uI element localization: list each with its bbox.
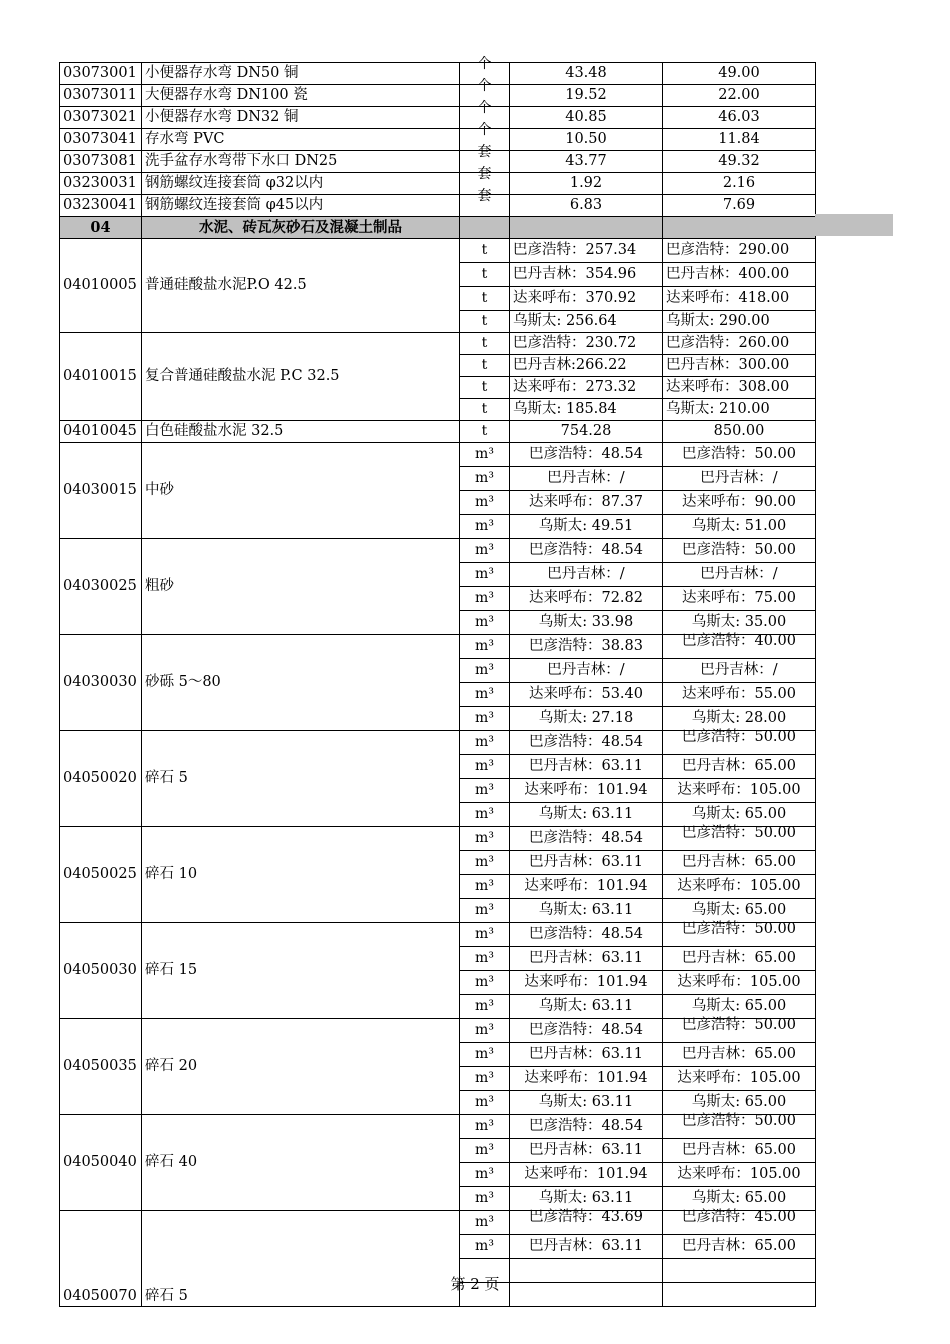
item-base-price: 6.83 xyxy=(510,195,663,217)
item-tax-price: 巴彦浩特：50.00 xyxy=(663,731,816,755)
item-tax-price: 46.03 xyxy=(663,107,816,129)
section-header-row xyxy=(60,217,816,239)
item-base-price: 巴丹吉林：63.11 xyxy=(510,1139,663,1163)
item-code: 04030030 xyxy=(60,635,142,731)
item-code: 04010005 xyxy=(60,239,142,333)
item-unit: m³ xyxy=(460,683,510,707)
item-base-price: 达来呼布：72.82 xyxy=(510,587,663,611)
table-row xyxy=(60,173,816,195)
item-base-price: 巴彦浩特：48.54 xyxy=(510,443,663,467)
item-base-price: 达来呼布：101.94 xyxy=(510,779,663,803)
item-unit: 套 xyxy=(460,173,510,195)
table-row xyxy=(60,195,816,217)
item-unit: m³ xyxy=(460,1211,510,1235)
item-unit: m³ xyxy=(460,875,510,899)
item-tax-price: 7.69 xyxy=(663,195,816,217)
item-tax-price: 49.32 xyxy=(663,151,816,173)
item-name: 碎石 10 xyxy=(142,827,460,923)
item-unit: m³ xyxy=(460,539,510,563)
item-base-price: 乌斯太: 33.98 xyxy=(510,611,663,635)
item-unit: t xyxy=(460,377,510,399)
item-tax-price: 巴丹吉林：65.00 xyxy=(663,1139,816,1163)
section-unit-cell xyxy=(460,217,510,239)
item-base-price: 乌斯太: 185.84 xyxy=(510,399,663,421)
item-tax-price: 达来呼布：105.00 xyxy=(663,971,816,995)
item-name: 碎石 5 xyxy=(142,1211,460,1307)
item-unit: m³ xyxy=(460,971,510,995)
item-base-price: 40.85 xyxy=(510,107,663,129)
item-unit: t xyxy=(460,399,510,421)
item-tax-price: 巴丹吉林：/ xyxy=(663,563,816,587)
item-base-price: 754.28 xyxy=(510,421,663,443)
item-name: 中砂 xyxy=(142,443,460,539)
item-code: 03073021 xyxy=(60,107,142,129)
item-name: 小便器存水弯 DN32 铜 xyxy=(142,107,460,129)
item-unit: 个 xyxy=(460,107,510,129)
page-number: 第 2 页 xyxy=(450,1275,500,1293)
item-tax-price: 22.00 xyxy=(663,85,816,107)
item-tax-price: 达来呼布：105.00 xyxy=(663,875,816,899)
item-tax-price: 巴彦浩特：40.00 xyxy=(663,635,816,659)
item-unit: m³ xyxy=(460,611,510,635)
item-base-price: 乌斯太: 63.11 xyxy=(510,803,663,827)
item-tax-price: 达来呼布：55.00 xyxy=(663,683,816,707)
item-base-price: 19.52 xyxy=(510,85,663,107)
item-tax-price: 巴彦浩特：50.00 xyxy=(663,443,816,467)
item-unit: m³ xyxy=(460,467,510,491)
item-base-price: 乌斯太: 63.11 xyxy=(510,1091,663,1115)
item-unit: t xyxy=(460,287,510,311)
item-unit: m³ xyxy=(460,923,510,947)
item-base-price: 巴丹吉林：/ xyxy=(510,467,663,491)
item-code: 04010045 xyxy=(60,421,142,443)
item-base-price: 43.48 xyxy=(510,63,663,85)
item-base-price: 巴彦浩特：38.83 xyxy=(510,635,663,659)
item-code: 04050020 xyxy=(60,731,142,827)
item-name: 钢筋螺纹连接套筒 φ45以内 xyxy=(142,195,460,217)
table-row xyxy=(60,85,816,107)
item-tax-price: 乌斯太: 65.00 xyxy=(663,1187,816,1211)
item-base-price: 巴彦浩特：48.54 xyxy=(510,923,663,947)
item-base-price: 乌斯太: 63.11 xyxy=(510,899,663,923)
item-tax-price: 达来呼布：105.00 xyxy=(663,779,816,803)
item-base-price: 巴丹吉林：63.11 xyxy=(510,851,663,875)
item-name: 小便器存水弯 DN50 铜 xyxy=(142,63,460,85)
item-unit: m³ xyxy=(460,635,510,659)
item-unit: m³ xyxy=(460,1043,510,1067)
item-base-price: 43.77 xyxy=(510,151,663,173)
item-unit: m³ xyxy=(460,947,510,971)
item-tax-price: 乌斯太: 65.00 xyxy=(663,995,816,1019)
item-base-price: 巴丹吉林：/ xyxy=(510,563,663,587)
table-row xyxy=(60,731,816,755)
item-base-price: 巴彦浩特：43.69 xyxy=(510,1211,663,1235)
item-code: 03230041 xyxy=(60,195,142,217)
item-code: 04030025 xyxy=(60,539,142,635)
item-base-price: 巴丹吉林：63.11 xyxy=(510,755,663,779)
item-tax-price: 巴丹吉林：/ xyxy=(663,467,816,491)
item-code: 03073011 xyxy=(60,85,142,107)
table-row xyxy=(60,443,816,467)
item-code: 04050030 xyxy=(60,923,142,1019)
item-code: 03073081 xyxy=(60,151,142,173)
item-code: 03230031 xyxy=(60,173,142,195)
item-unit: m³ xyxy=(460,1163,510,1187)
item-name: 碎石 5 xyxy=(142,731,460,827)
item-code: 03073041 xyxy=(60,129,142,151)
item-name: 碎石 20 xyxy=(142,1019,460,1115)
item-tax-price: 达来呼布：308.00 xyxy=(663,377,816,399)
item-base-price: 乌斯太: 63.11 xyxy=(510,1187,663,1211)
table-row xyxy=(60,923,816,947)
item-base-price: 达来呼布：101.94 xyxy=(510,971,663,995)
item-base-price: 10.50 xyxy=(510,129,663,151)
item-unit: m³ xyxy=(460,515,510,539)
item-tax-price: 乌斯太: 35.00 xyxy=(663,611,816,635)
item-unit: t xyxy=(460,311,510,333)
item-tax-price: 乌斯太: 290.00 xyxy=(663,311,816,333)
item-tax-price: 乌斯太: 65.00 xyxy=(663,899,816,923)
item-unit: 套 xyxy=(460,151,510,173)
item-unit: t xyxy=(460,263,510,287)
table-row xyxy=(60,151,816,173)
item-tax-price: 巴丹吉林：65.00 xyxy=(663,1043,816,1067)
item-base-price: 巴丹吉林：/ xyxy=(510,659,663,683)
item-unit: m³ xyxy=(460,587,510,611)
item-tax-price: 乌斯太: 210.00 xyxy=(663,399,816,421)
item-unit: m³ xyxy=(460,803,510,827)
table-row xyxy=(60,539,816,563)
item-unit: m³ xyxy=(460,995,510,1019)
item-unit: m³ xyxy=(460,563,510,587)
item-tax-price: 巴丹吉林：65.00 xyxy=(663,851,816,875)
item-unit: m³ xyxy=(460,779,510,803)
section-base-cell xyxy=(510,217,663,239)
item-base-price: 乌斯太: 27.18 xyxy=(510,707,663,731)
item-tax-price: 2.16 xyxy=(663,173,816,195)
item-unit: m³ xyxy=(460,1019,510,1043)
item-name: 普通硅酸盐水泥P.O 42.5 xyxy=(142,239,460,333)
item-tax-price: 达来呼布：90.00 xyxy=(663,491,816,515)
item-name: 钢筋螺纹连接套筒 φ32以内 xyxy=(142,173,460,195)
item-unit: m³ xyxy=(460,755,510,779)
item-unit: m³ xyxy=(460,443,510,467)
item-unit: m³ xyxy=(460,827,510,851)
section-code: 04 xyxy=(60,217,142,239)
item-unit: m³ xyxy=(460,659,510,683)
item-tax-price: 乌斯太: 51.00 xyxy=(663,515,816,539)
item-base-price: 巴丹吉林：354.96 xyxy=(510,263,663,287)
item-tax-price: 巴彦浩特：50.00 xyxy=(663,1115,816,1139)
item-unit: 个 xyxy=(460,85,510,107)
item-code: 04050040 xyxy=(60,1115,142,1211)
item-tax-price: 乌斯太: 65.00 xyxy=(663,803,816,827)
table-row xyxy=(60,635,816,659)
price-table xyxy=(59,56,816,1307)
item-unit: t xyxy=(460,333,510,355)
table-row xyxy=(60,107,816,129)
table-row xyxy=(60,63,816,85)
item-tax-price: 巴丹吉林：65.00 xyxy=(663,755,816,779)
item-name: 大便器存水弯 DN100 瓷 xyxy=(142,85,460,107)
item-unit: m³ xyxy=(460,1139,510,1163)
item-code: 04050025 xyxy=(60,827,142,923)
item-name: 洗手盆存水弯带下水口 DN25 xyxy=(142,151,460,173)
item-tax-price: 巴彦浩特：50.00 xyxy=(663,827,816,851)
item-unit: t xyxy=(460,355,510,377)
item-tax-price: 850.00 xyxy=(663,421,816,443)
item-code: 04050070 xyxy=(60,1211,142,1307)
item-base-price: 巴丹吉林：63.11 xyxy=(510,1043,663,1067)
item-unit: m³ xyxy=(460,731,510,755)
table-row xyxy=(60,827,816,851)
table-row xyxy=(60,239,816,263)
item-unit: m³ xyxy=(460,707,510,731)
item-tax-price: 巴彦浩特：290.00 xyxy=(663,239,816,263)
item-base-price: 巴彦浩特：48.54 xyxy=(510,827,663,851)
item-base-price: 巴丹吉林：63.11 xyxy=(510,1235,663,1259)
item-base-price: 巴彦浩特：48.54 xyxy=(510,1019,663,1043)
item-unit: m³ xyxy=(460,1187,510,1211)
item-base-price: 巴彦浩特：48.54 xyxy=(510,539,663,563)
item-tax-price: 达来呼布：418.00 xyxy=(663,287,816,311)
item-unit: m³ xyxy=(460,1091,510,1115)
item-name: 碎石 15 xyxy=(142,923,460,1019)
item-base-price: 巴彦浩特：230.72 xyxy=(510,333,663,355)
table-row xyxy=(60,129,816,151)
item-tax-price: 巴丹吉林：/ xyxy=(663,659,816,683)
table-row xyxy=(60,1211,816,1235)
item-tax-price: 巴丹吉林：65.00 xyxy=(663,1235,816,1259)
item-tax-price: 乌斯太: 65.00 xyxy=(663,1091,816,1115)
item-name: 粗砂 xyxy=(142,539,460,635)
item-base-price: 达来呼布：101.94 xyxy=(510,1163,663,1187)
item-tax-price: 达来呼布：105.00 xyxy=(663,1067,816,1091)
item-tax-price: 巴丹吉林：400.00 xyxy=(663,263,816,287)
table-row xyxy=(60,421,816,443)
item-tax-price: 49.00 xyxy=(663,63,816,85)
item-tax-price: 乌斯太: 28.00 xyxy=(663,707,816,731)
table-row xyxy=(60,1019,816,1043)
section-tax-cell xyxy=(663,217,816,239)
item-unit: m³ xyxy=(460,1067,510,1091)
item-base-price: 巴彦浩特：48.54 xyxy=(510,731,663,755)
item-base-price: 乌斯太: 256.64 xyxy=(510,311,663,333)
item-base-price: 乌斯太: 63.11 xyxy=(510,995,663,1019)
item-tax-price: 11.84 xyxy=(663,129,816,151)
item-base-price: 乌斯太: 49.51 xyxy=(510,515,663,539)
item-base-price: 达来呼布：101.94 xyxy=(510,875,663,899)
item-tax-price: 巴彦浩特：260.00 xyxy=(663,333,816,355)
item-name: 复合普通硅酸盐水泥 P.C 32.5 xyxy=(142,333,460,421)
item-code: 03073001 xyxy=(60,63,142,85)
item-base-price: 达来呼布：370.92 xyxy=(510,287,663,311)
item-unit: 个 xyxy=(460,129,510,151)
item-tax-price: 巴彦浩特：50.00 xyxy=(663,1019,816,1043)
item-name: 碎石 40 xyxy=(142,1115,460,1211)
item-code: 04050035 xyxy=(60,1019,142,1115)
item-unit: t xyxy=(460,239,510,263)
item-tax-price: 巴丹吉林：300.00 xyxy=(663,355,816,377)
item-tax-price: 巴丹吉林：65.00 xyxy=(663,947,816,971)
item-unit: 个 xyxy=(460,63,510,85)
item-unit: m³ xyxy=(460,899,510,923)
item-tax-price: 巴彦浩特：45.00 xyxy=(663,1211,816,1235)
item-base-price: 达来呼布：53.40 xyxy=(510,683,663,707)
item-base-price: 巴彦浩特：48.54 xyxy=(510,1115,663,1139)
section-header-band xyxy=(815,214,893,236)
item-tax-price: 巴彦浩特：50.00 xyxy=(663,539,816,563)
item-base-price: 达来呼布：273.32 xyxy=(510,377,663,399)
item-unit: m³ xyxy=(460,491,510,515)
item-base-price: 达来呼布：87.37 xyxy=(510,491,663,515)
item-unit: 套 xyxy=(460,195,510,217)
item-base-price: 巴丹吉林：63.11 xyxy=(510,947,663,971)
table-row xyxy=(60,333,816,355)
item-tax-price: 巴彦浩特：50.00 xyxy=(663,923,816,947)
item-unit: m³ xyxy=(460,1235,510,1259)
item-unit: m³ xyxy=(460,1115,510,1139)
item-code: 04030015 xyxy=(60,443,142,539)
item-base-price: 达来呼布：101.94 xyxy=(510,1067,663,1091)
item-unit: t xyxy=(460,421,510,443)
item-base-price: 巴彦浩特：257.34 xyxy=(510,239,663,263)
item-base-price: 巴丹吉林:266.22 xyxy=(510,355,663,377)
item-base-price: 1.92 xyxy=(510,173,663,195)
item-unit: m³ xyxy=(460,851,510,875)
item-name: 存水弯 PVC xyxy=(142,129,460,151)
item-tax-price: 达来呼布：105.00 xyxy=(663,1163,816,1187)
item-name: 砂砾 5～80 xyxy=(142,635,460,731)
item-name: 白色硅酸盐水泥 32.5 xyxy=(142,421,460,443)
table-row xyxy=(60,1115,816,1139)
item-tax-price: 达来呼布：75.00 xyxy=(663,587,816,611)
section-title: 水泥、砖瓦灰砂石及混凝土制品 xyxy=(142,217,460,239)
item-code: 04010015 xyxy=(60,333,142,421)
